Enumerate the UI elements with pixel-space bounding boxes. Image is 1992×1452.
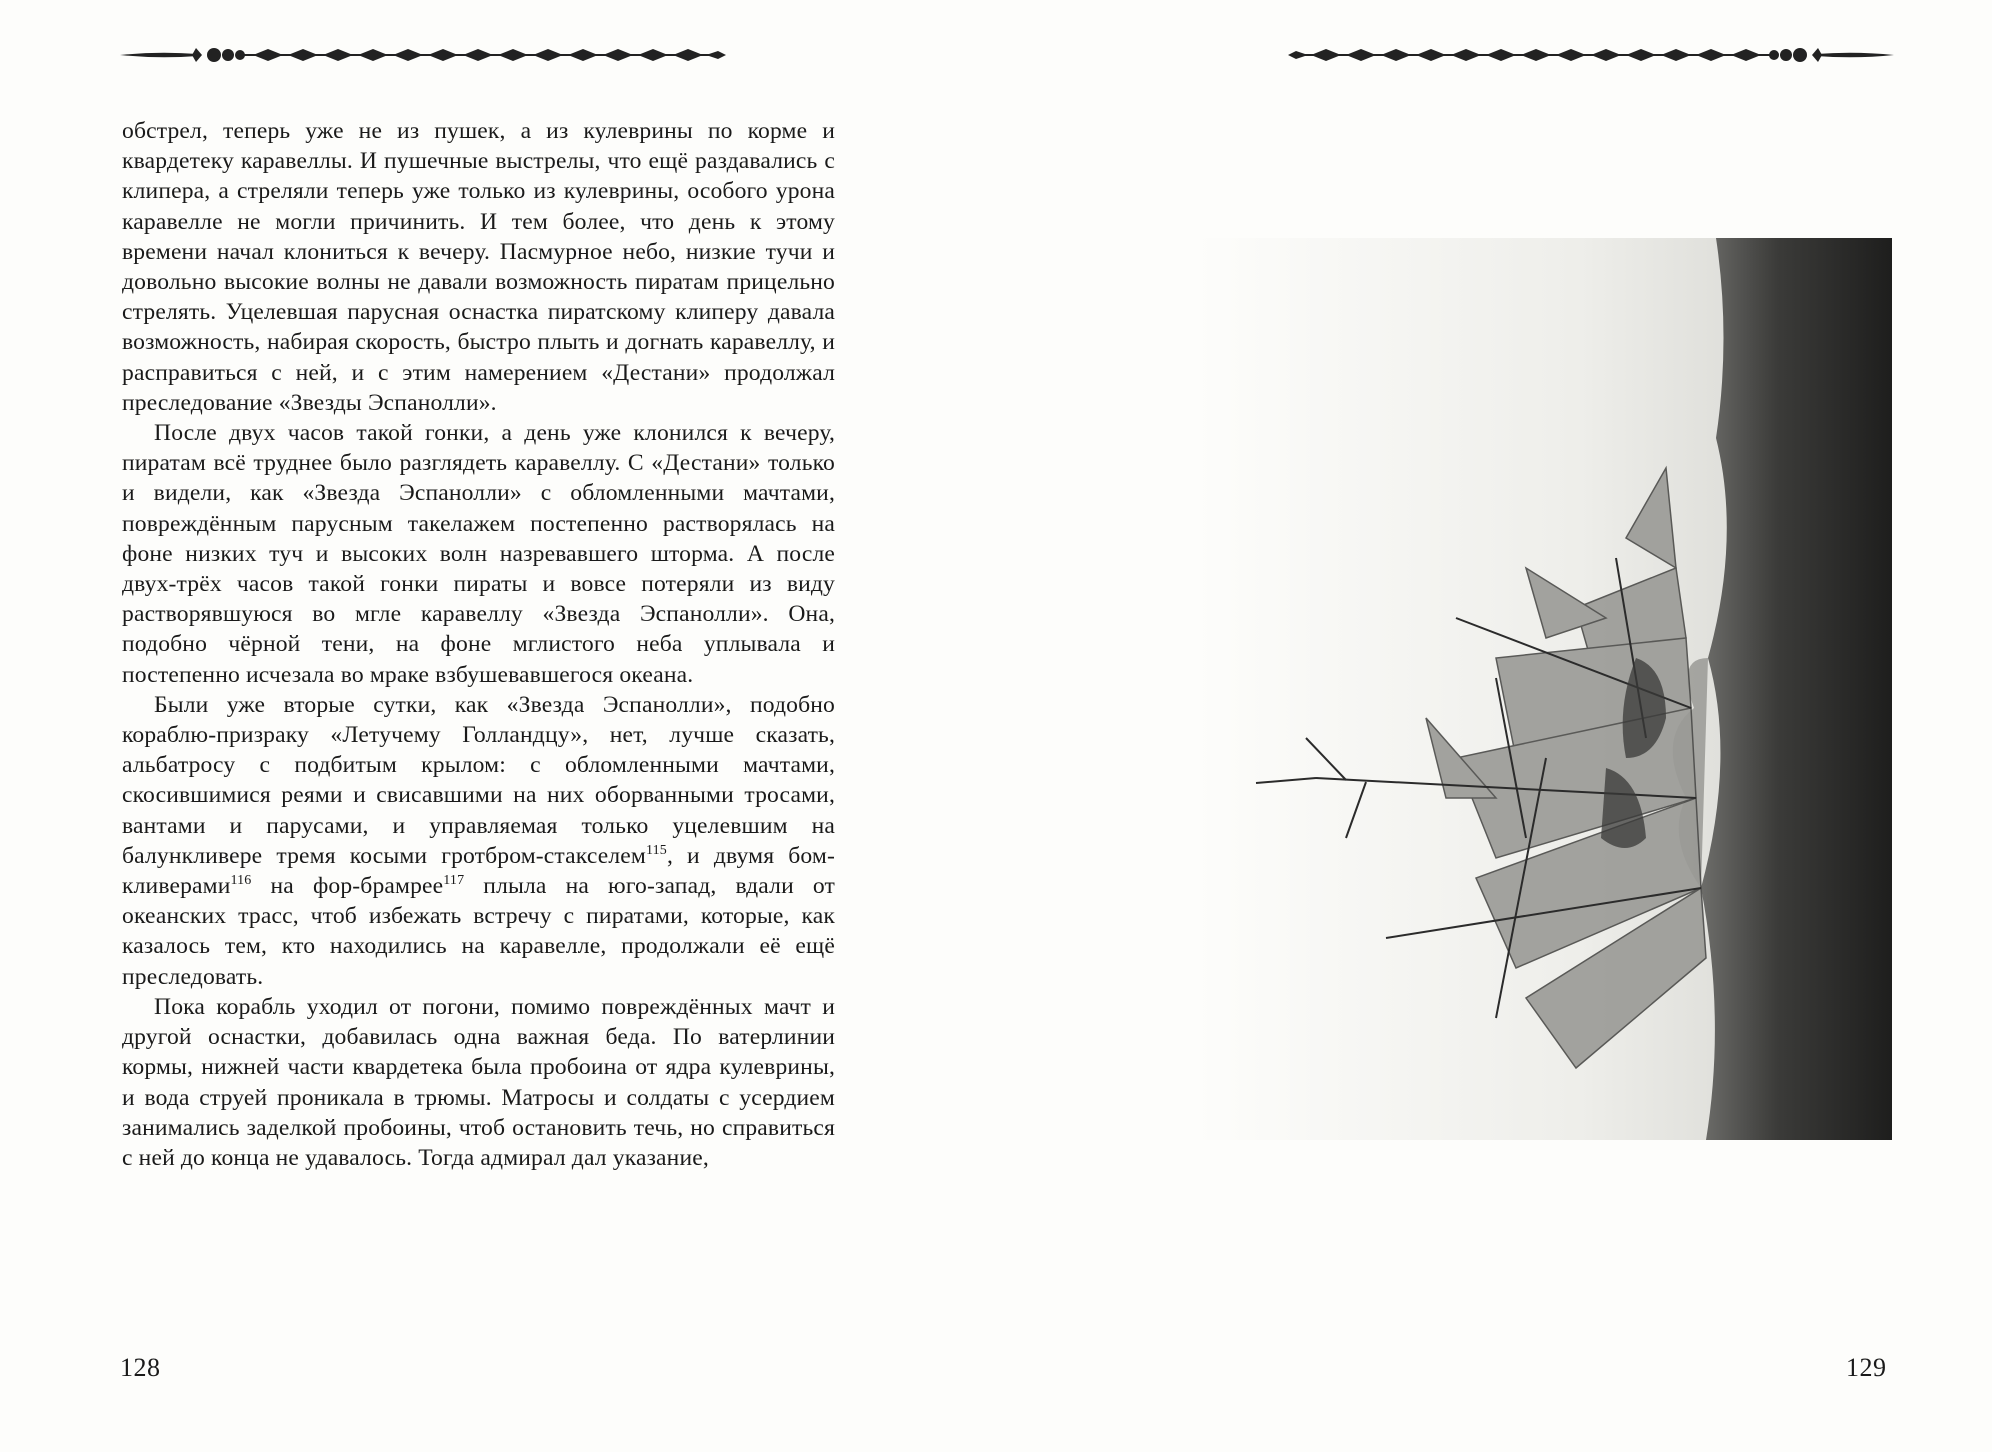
sailing-ship-illustration: [1196, 238, 1892, 1140]
paragraph-1: обстрел, теперь уже не из пушек, а из кулеврины по корме и квардетеку каравеллы. И пушечные выстрелы, что ещё раздавались с клипера, а стреляли теперь уже только из кулеврины, особого урона каравелле не могли причинить. И тем более, что день к этому времени начал клониться к вечеру. Пасмурное небо, низкие тучи и довольно высокие волны не давали возможность пиратам прицельно стрелять. Уцелевшая парусная оснастка пиратскому клиперу давала возможность, набирая скорость, быстро плыть и догнать каравеллу, и расправиться с ней, и с этим намерением «Дестани» продолжал преследование «Звезды Эспанолли».: [122, 118, 835, 416]
body-text: [122, 116, 835, 1173]
footnote-ref-115[interactable]: 115: [646, 843, 667, 859]
paragraph-4: Пока корабль уходил от погони, помимо повреждённых мачт и другой оснастки, добавилась одна важная беда. По ватерлинии кормы, нижней части квардетека была пробоина от ядра кулеврины, и вода струей проникала в трюмы. Матросы и солдаты с усердием занимались заделкой пробоины, чтоб остановить течь, но справиться с ней до конца не удавалось. Тогда адмирал дал указание,: [122, 993, 835, 1171]
page-number-right: 129: [1846, 1353, 1887, 1382]
page-number-left: 128: [120, 1353, 161, 1382]
header-ornament-right: [1286, 40, 1896, 70]
paragraph-3: Были уже вторые сутки, как «Звезда Эспанолли», подобно кораблю-призраку «Летучему Голландцу», нет, лучше сказать, альбатросу с подбитым крылом: с обломленными мачтами, скосившимися реями и свисавшими на них оборванными тросами, вантами и парусами, и управляемая только уцелевшим на балункливере тремя косыми гротбром-стакселем$^{115}$, и двумя бом-кливерами$^{116}$ на фор-брамрее$^{117}$ плыла на юго-запад, вдали от океанских трасс, чтоб избежать встречу с пиратами, которые, как казалось тем, кто находились на каравелле, продолжали её ещё преследовать.: [122, 691, 835, 990]
paragraph-2: После двух часов такой гонки, а день уже клонился к вечеру, пиратам всё труднее было разглядеть каравеллу. С «Дестани» только и видели, как «Звезда Эспанолли» с обломленными мачтами, повреждённым парусным такелажем постепенно растворялась на фоне низких туч и высоких волн назревавшего шторма. А после двух-трёх часов такой гонки пираты и вовсе потеряли из виду растворявшуюся во мгле каравеллу «Звезда Эспанолли». Она, подобно чёрной тени, на фоне мглистого неба уплывала и постепенно исчезала во мраке взбушевавшегося океана.: [122, 420, 835, 688]
footnote-ref-117[interactable]: 117: [443, 873, 465, 889]
right-page: [996, 0, 1992, 1452]
footnote-ref-116[interactable]: 116: [230, 873, 252, 889]
header-ornament-left: [118, 40, 728, 70]
